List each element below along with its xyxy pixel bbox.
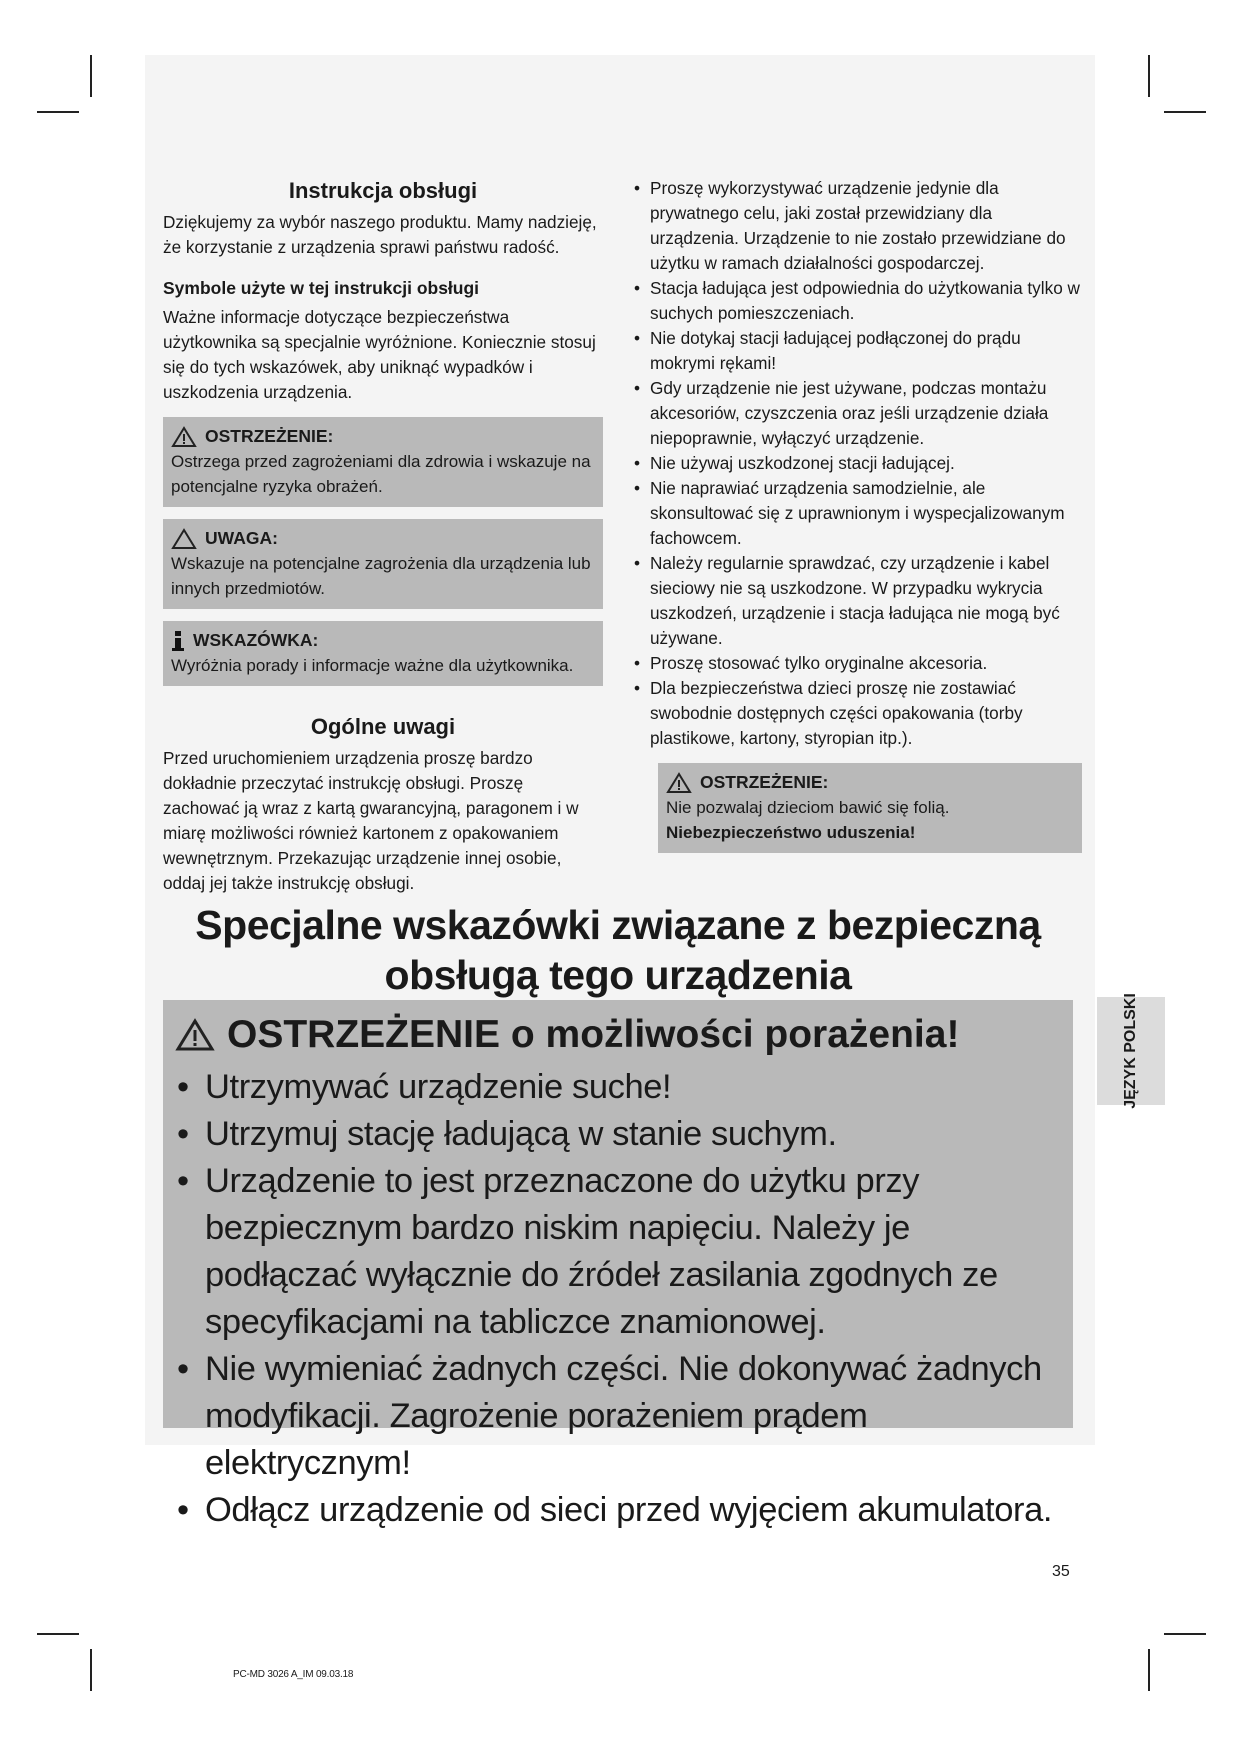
caution-triangle-icon xyxy=(171,528,197,550)
note-text: Wyróżnia porady i informacje ważne dla użytkownika. xyxy=(171,656,574,675)
safety-section-title xyxy=(163,900,1073,1000)
symbols-heading: Symbole użyte w tej instrukcji obsługi xyxy=(163,278,480,298)
list-item: • Nie naprawiać urządzenia samodzielnie, ale skonsultować się z uprawnionym i wyspecjalizowanym fachowcem. xyxy=(632,476,1082,551)
warning-text: Ostrzega przed zagrożeniami dla zdrowia i wskazuje na potencjalne ryzyka obrażeń. xyxy=(171,452,591,496)
electric-shock-warning-box xyxy=(163,1000,1073,1529)
list-item: • Proszę stosować tylko oryginalne akcesoria. xyxy=(632,651,1082,676)
suffocation-warning-box xyxy=(658,763,1082,853)
warning-triangle-icon xyxy=(171,426,197,448)
info-icon xyxy=(171,630,185,652)
general-text: Przed uruchomieniem urządzenia proszę bardzo dokładnie przeczytać instrukcję obsługi. Proszę zachować ją wraz z kartą gwarancyjną, paragonem i w miarę możliwości również kartonem z opakowaniem wewnętrznym. Przekazując urządzenie innej osobie, oddaj jej także instrukcję obsługi. xyxy=(163,748,579,893)
list-item: • Utrzymywać urządzenie suche! xyxy=(175,1064,1061,1111)
page-number: 35 xyxy=(1052,1563,1070,1580)
crop-mark xyxy=(1148,1649,1150,1691)
crop-mark xyxy=(37,1633,79,1635)
crop-mark xyxy=(90,1649,92,1691)
warning-bold-text: Niebezpieczeństwo uduszenia! xyxy=(666,823,916,842)
list-item: • Gdy urządzenie nie jest używane, podczas montażu akcesoriów, czyszczenia oraz jeśli urządzenie działa niepoprawnie, wyłączyć urządzenie. xyxy=(632,376,1082,451)
left-column xyxy=(163,176,603,896)
footer-code: PC-MD 3026 A_IM 09.03.18 xyxy=(233,1669,354,1680)
warning-triangle-icon xyxy=(175,1018,215,1052)
list-item: • Nie używaj uszkodzonej stacji ładującej. xyxy=(632,451,1082,476)
crop-mark xyxy=(37,111,79,113)
caution-text: Wskazuje na potencjalne zagrożenia dla urządzenia lub innych przedmiotów. xyxy=(171,554,591,598)
note-box xyxy=(163,621,603,686)
shock-bullet-list xyxy=(175,1064,1061,1534)
safety-bullet-list xyxy=(632,176,1082,751)
crop-mark xyxy=(1148,55,1150,97)
warning-title: OSTRZEŻENIE: xyxy=(205,426,334,446)
right-column xyxy=(632,176,1082,853)
list-item: • Nie wymieniać żadnych części. Nie dokonywać żadnych modyfikacji. Zagrożenie porażeniem prądem elektrycznym! xyxy=(175,1346,1061,1487)
list-item: • Dla bezpieczeństwa dzieci proszę nie zostawiać swobodnie dostępnych części opakowania (torby plastikowe, kartony, styropian itp.). xyxy=(632,676,1082,751)
symbols-text: Ważne informacje dotyczące bezpieczeństwa użytkownika są specjalnie wyróżnione. Koniecznie stosuj się do tych wskazówek, aby uniknąć wypadków i uszkodzenia urządzenia. xyxy=(163,307,596,402)
crop-mark xyxy=(1164,111,1206,113)
list-item: • Utrzymuj stację ładującą w stanie suchym. xyxy=(175,1111,1061,1158)
crop-mark xyxy=(90,55,92,97)
warning-triangle-icon xyxy=(666,772,692,794)
caution-title: UWAGA: xyxy=(205,528,278,548)
list-item: • Nie dotykaj stacji ładującej podłączonej do prądu mokrymi rękami! xyxy=(632,326,1082,376)
warning-text: Nie pozwalaj dzieciom bawić się folią. xyxy=(666,798,950,817)
language-tab-label: JĘZYK POLSKI xyxy=(1122,993,1140,1109)
general-title: Ogólne uwagi xyxy=(310,714,456,739)
manual-title: Instrukcja obsługi xyxy=(288,178,478,203)
list-item: • Należy regularnie sprawdzać, czy urządzenie i kabel sieciowy nie są uszkodzone. W przypadku wykrycia uszkodzeń, urządzenie i stacja ładująca nie mogą być używane. xyxy=(632,551,1082,651)
warning-title: OSTRZEŻENIE: xyxy=(700,772,829,792)
warning-box xyxy=(163,417,603,507)
list-item: • Odłącz urządzenie od sieci przed wyjęciem akumulatora. xyxy=(175,1487,1061,1534)
language-tab xyxy=(1097,993,1165,1109)
list-item: • Stacja ładująca jest odpowiednia do użytkowania tylko w suchych pomieszczeniach. xyxy=(632,276,1082,326)
crop-mark xyxy=(1164,1633,1206,1635)
caution-box xyxy=(163,519,603,609)
list-item: • Proszę wykorzystywać urządzenie jedynie dla prywatnego celu, jaki został przewidziany dla urządzenia. Urządzenie to nie zostało przewidziane do użytku w ramach działalności gospodarczej. xyxy=(632,176,1082,276)
list-item: • Urządzenie to jest przeznaczone do użytku przy bezpiecznym bardzo niskim napięciu. Należy je podłączać wyłącznie do źródeł zasilania zgodnych ze specyfikacjami na tabliczce znamionowej. xyxy=(175,1158,1061,1346)
shock-warning-title: OSTRZEŻENIE o możliwości porażenia! xyxy=(227,1013,960,1056)
safety-title-line2: obsługą tego urządzenia xyxy=(384,952,852,998)
note-title: WSKAZÓWKA: xyxy=(193,630,319,650)
safety-title-line1: Specjalne wskazówki związane z bezpieczną xyxy=(195,902,1041,948)
intro-text: Dziękujemy za wybór naszego produktu. Mamy nadzieję, że korzystanie z urządzenia sprawi państwu radość. xyxy=(163,212,597,257)
